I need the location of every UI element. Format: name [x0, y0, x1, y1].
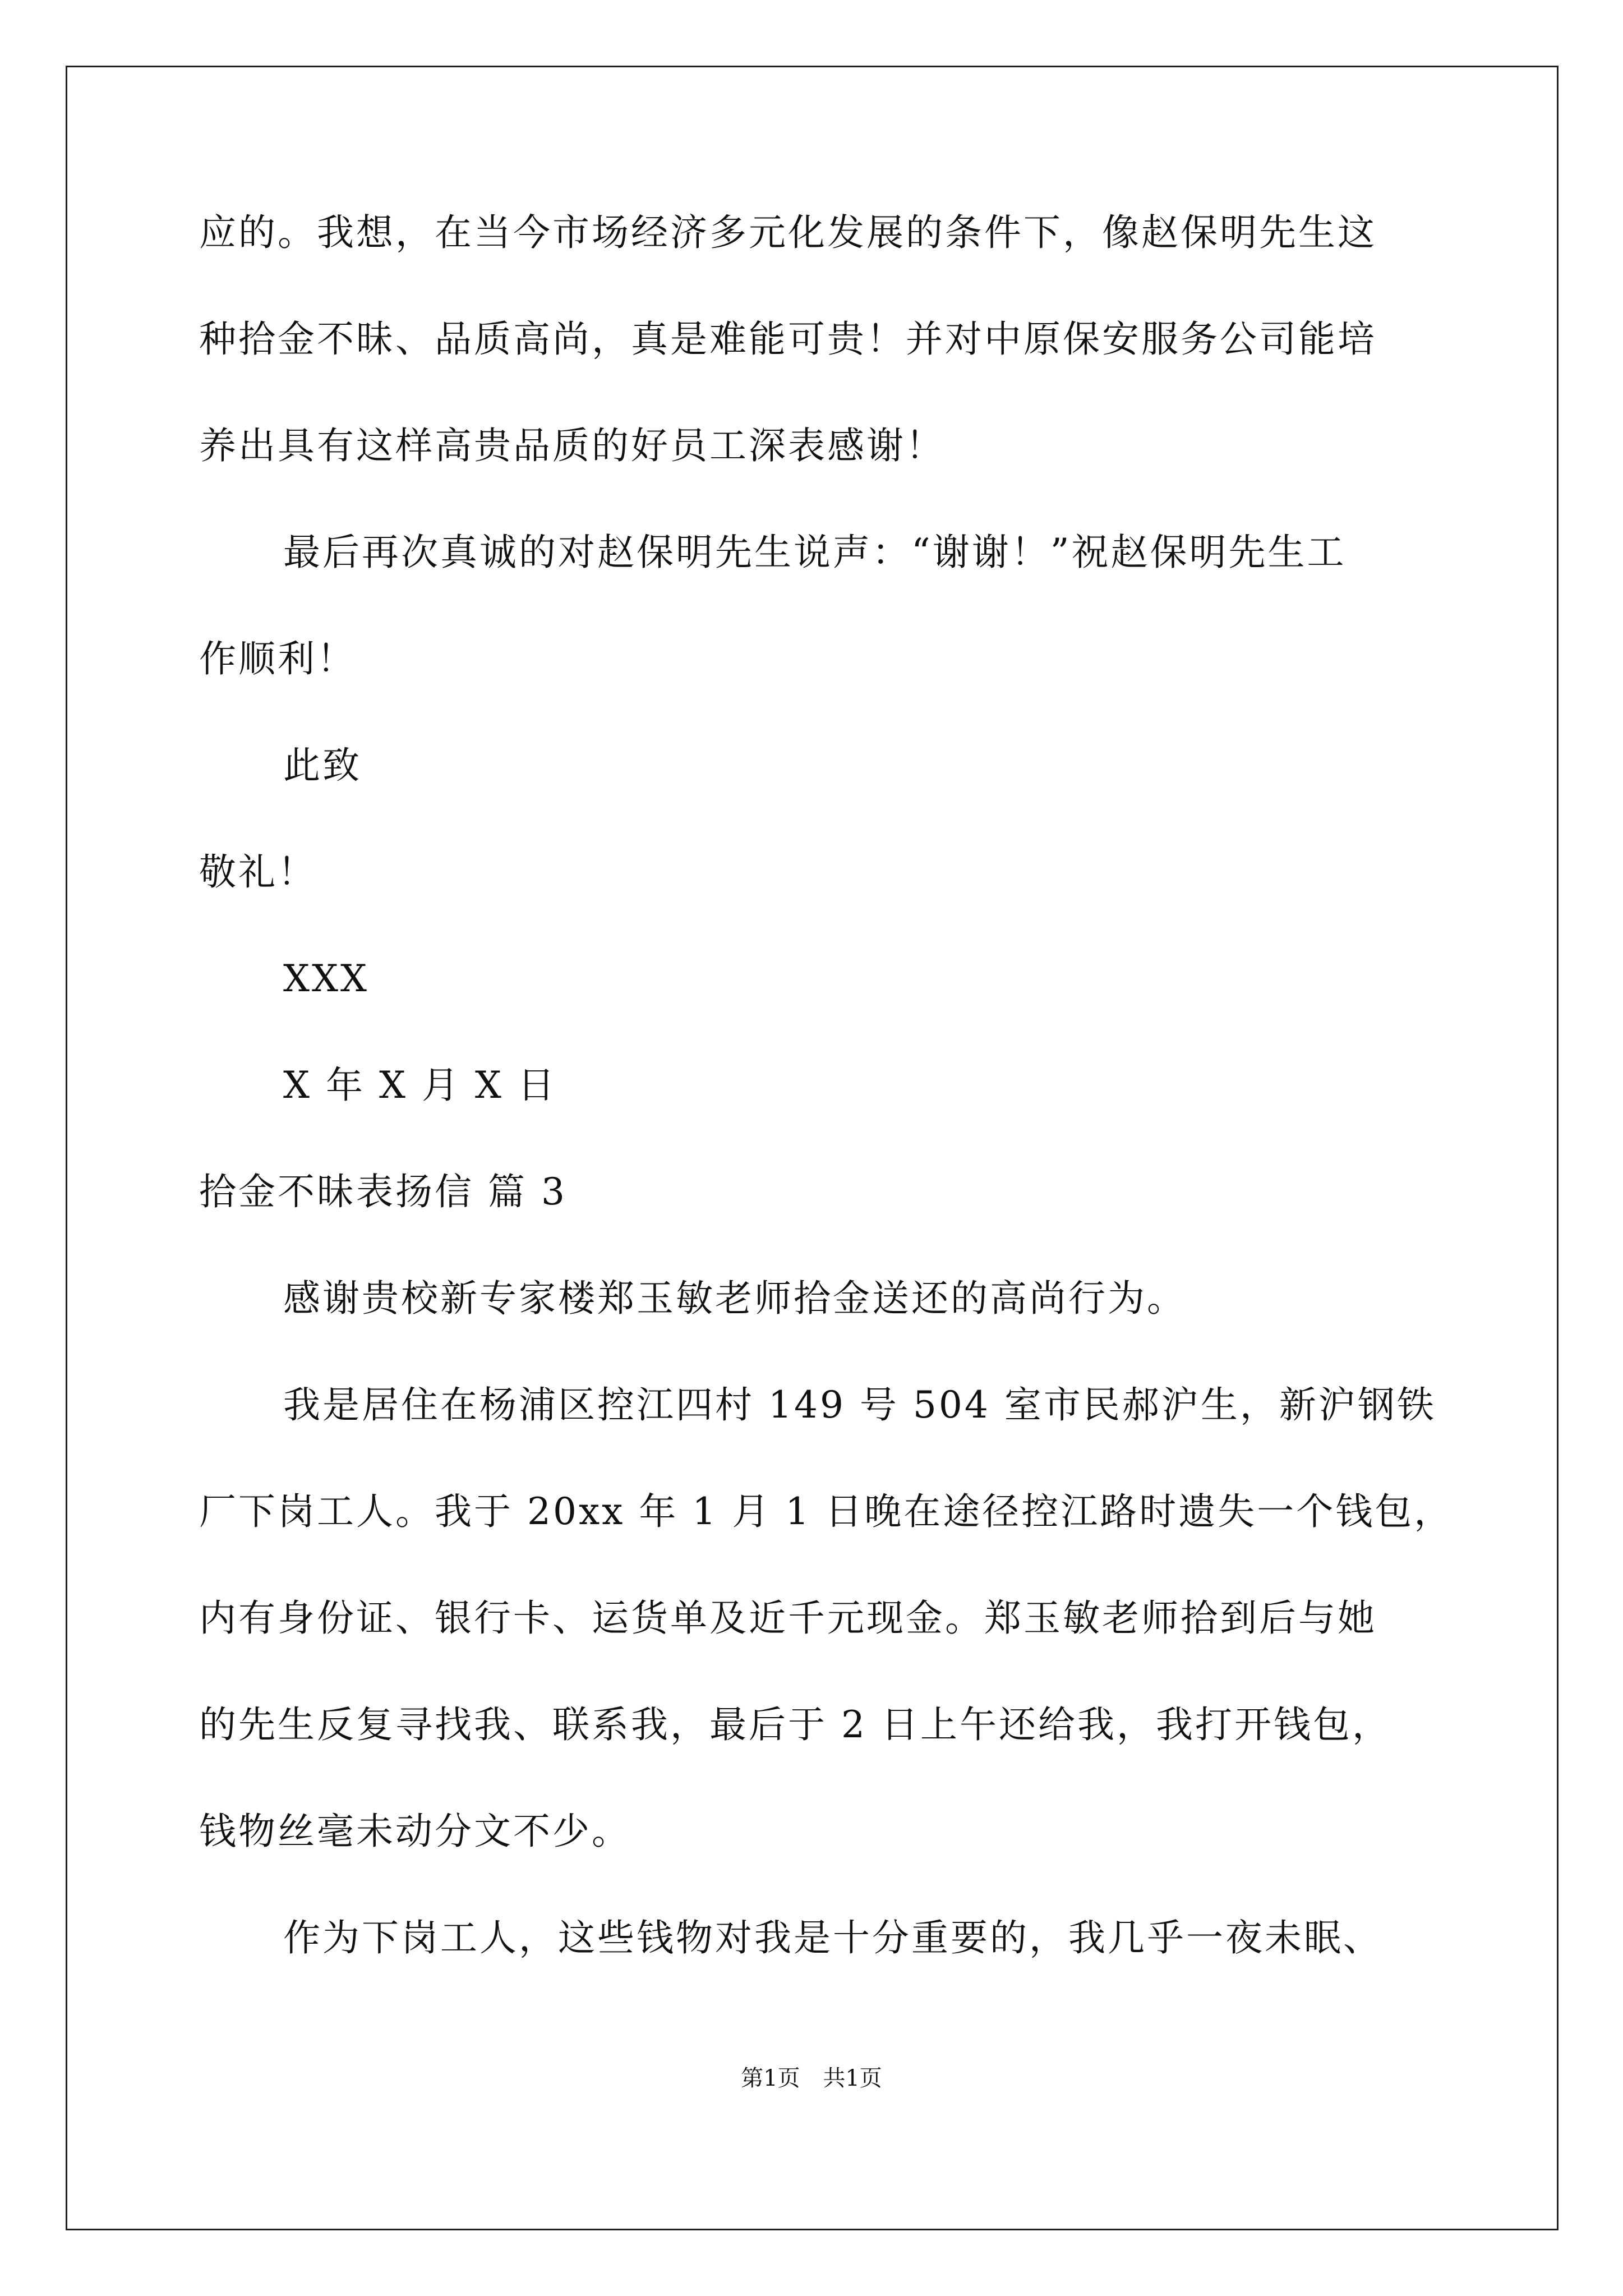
closing-salutation: 此致 — [283, 744, 362, 787]
closing-regards: 敬礼！ — [199, 850, 317, 894]
text-line: 应的。我想，在当今市场经济多元化发展的条件下，像赵保明先生这 — [199, 211, 1377, 254]
text-line: 作为下岗工人，这些钱物对我是十分重要的，我几乎一夜未眠、 — [283, 1916, 1382, 1959]
page-border — [66, 66, 1559, 2230]
page-footer — [0, 2064, 1623, 2092]
page-number-total: 共1页 — [823, 2065, 882, 2091]
text-line: 内有身份证、银行卡、运货单及近千元现金。郑玉敏老师拾到后与她 — [199, 1596, 1377, 1640]
section-heading: 拾金不昧表扬信 篇 3 — [199, 1170, 567, 1213]
signature: XXX — [283, 957, 369, 1000]
text-line: 的先生反复寻找我、联系我，最后于 2 日上午还给我，我打开钱包， — [199, 1703, 1391, 1746]
text-line: 感谢贵校新专家楼郑玉敏老师拾金送还的高尚行为。 — [283, 1277, 1186, 1320]
date-line: X 年 X 月 X 日 — [283, 1064, 557, 1107]
text-line: 我是居住在杨浦区控江四村 149 号 504 室市民郝沪生，新沪钢铁 — [283, 1383, 1436, 1427]
text-line: 种拾金不昧、品质高尚，真是难能可贵！并对中原保安服务公司能培 — [199, 318, 1377, 361]
text-line: 养出具有这样高贵品质的好员工深表感谢！ — [199, 424, 945, 467]
text-line: 厂下岗工人。我于 20xx 年 1 月 1 日晚在途径控江路时遗失一个钱包， — [199, 1490, 1454, 1533]
text-line: 钱物丝毫未动分文不少。 — [199, 1810, 631, 1853]
text-line: 作顺利！ — [199, 637, 356, 680]
text-line: 最后再次真诚的对赵保明先生说声：“谢谢！”祝赵保明先生工 — [283, 531, 1347, 574]
page-number-current: 第1页 — [741, 2065, 800, 2091]
